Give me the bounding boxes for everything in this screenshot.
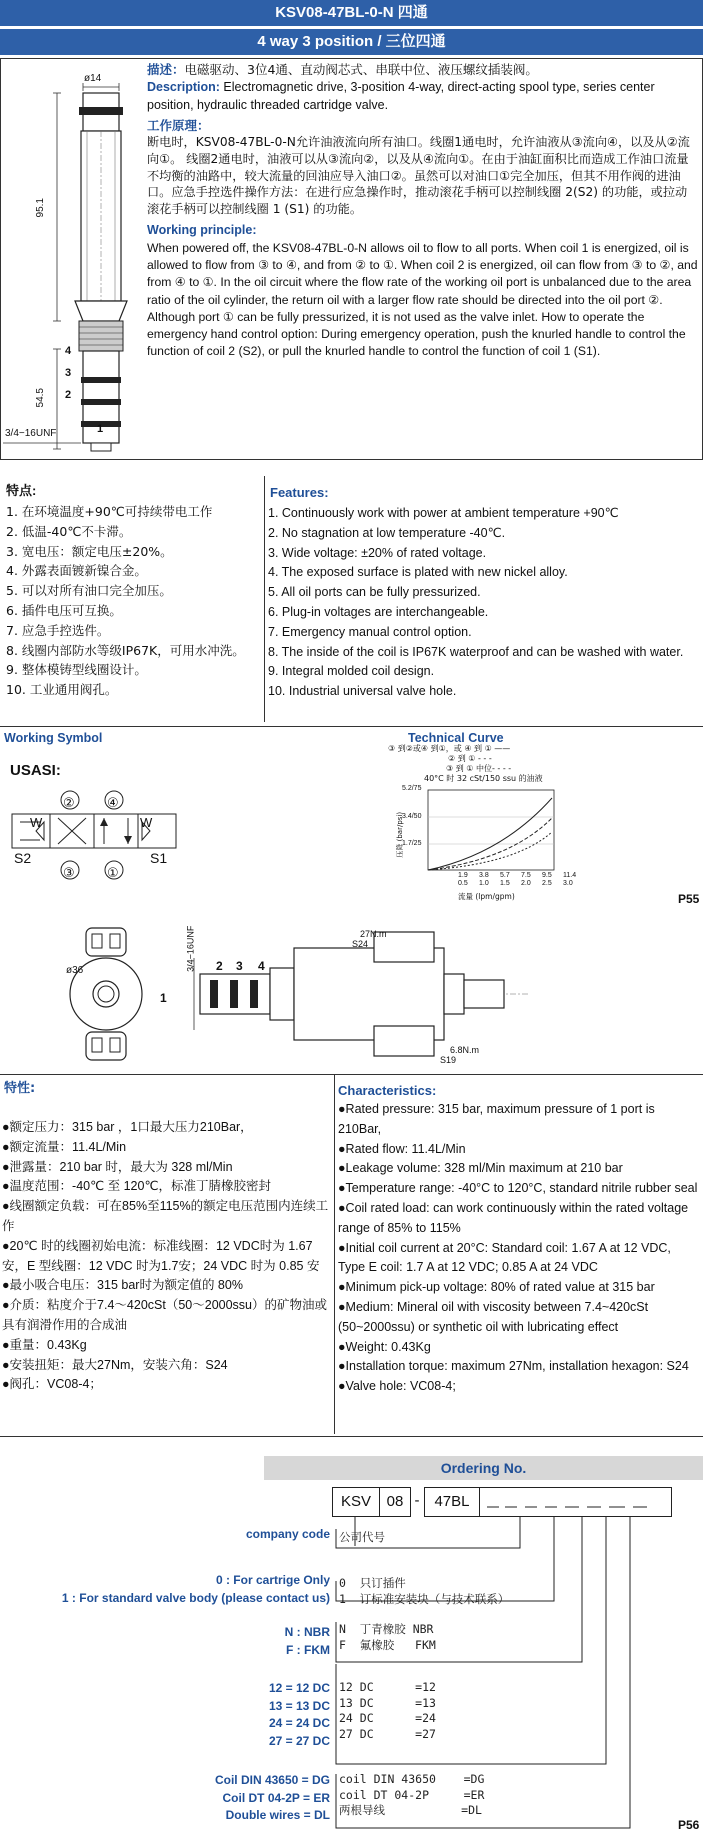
spec-en-item: ●Rated flow: 11.4L/Min [338,1141,466,1156]
spec-en-list [338,1100,700,1397]
features-cn-title: 特点: [6,483,37,498]
outline-port-1: 1 [160,991,167,1005]
spec-en-item: ●Temperature range: -40°C to 120°C, standard nitrile rubber seal [338,1181,698,1196]
outline-diameter: ø36 [66,965,84,976]
page-number-p56: P56 [678,1818,700,1832]
curve-xtick: 5.7 [500,872,510,879]
ordering-cn: 13 DC =13 [339,1695,436,1710]
page-number-p55: P55 [678,892,700,906]
spec-cn-item: ●重量：0.43Kg [2,1337,87,1352]
principle-en: When powered off, the KSV08-47BL-0-N allows oil to flow to all ports. When coil 1 is energized, oil is allowed to flow from ③ to ④, and from ② to ①. When coil 2 is energized, oil can flow from ③ to ②, and from ④ to ①. In the oil circuit where the flow rate of the working oil port is unbalanced due to the area ratio of the oil cylinder, the return oil with a larger flow rate should be directed into the oil port ②. Although port ① can be fully pressurized, it is not used as the valve inlet. How to operate the emergency hand control option: During emergency operation, push the knurled handle to control the function of coil 2 (S2), or pull the knurled handle to control the function of coil 1 (S1). [147,241,698,359]
feature-cn-item: 2. 低温-40℃不卡滞。 [6,523,132,539]
curve-legend-2: ② 到 ① - - - [448,754,492,763]
feature-en-item: 3. Wide voltage: ±20% of rated voltage. [268,545,487,560]
spec-cn-item: ●20℃ 时的线圈初始电流：标准线圈：12 VDC时为 1.67 安，E 型线圈：12 VDC 时为1.7安；24 VDC 时为 0.85 安 [2,1238,320,1273]
spec-en-item: ●Leakage volume: 328 ml/Min maximum at 210 bar [338,1161,623,1176]
page-subtitle: 4 way 3 position / 三位四通 [0,29,703,55]
dim-length-2: 54.5 [34,388,46,408]
spec-en-item: ●Installation torque: maximum 27Nm, installation hexagon: S24 [338,1359,689,1374]
symbol-port-3: ③ [63,865,75,880]
curve-condition: 40°C 时 32 cSt/150 ssu 的油液 [424,774,543,783]
port-label-4: 4 [65,345,72,357]
feature-en-item: 9. Integral molded coil design. [268,664,435,679]
cn-company-code: 公司代号 [339,1530,385,1544]
ordering-cn: 两根导线 =DL [339,1803,482,1817]
working-symbol-diagram [10,788,180,898]
page-title: KSV08-47BL-0-N 四通 [0,0,703,26]
spec-cn-item: ●线圈额定负载：可在85%至115%的额定电压范围内连续工作 [2,1199,329,1233]
spec-cn-list [2,1118,330,1395]
ordering-cn: coil DT 04-2P =ER [339,1787,485,1802]
feature-en-item: 7. Emergency manual control option. [268,624,472,639]
intro-section [0,58,703,460]
curve-xtick: 3.8 [479,872,489,879]
curve-xtick: 11.4 [563,872,577,879]
usasi-label: USASI: [10,762,61,779]
curve-xtick: 1.0 [479,880,489,887]
curve-ylabel: 压降 (bar/psi) [396,811,405,858]
curve-xtick: 3.0 [563,880,573,887]
label-fkm: F : FKM [286,1643,330,1657]
ordering-label: Coil DIN 43650 = DG [214,1773,330,1787]
outline-torque: 27N.m [360,929,387,939]
curve-title: Technical Curve [408,731,504,745]
code-box-prefix: KSV [332,1487,380,1517]
ordering-label: 12 = 12 DC [268,1681,330,1695]
curve-xtick: 0.5 [458,880,468,887]
principle-cn-label: 工作原理： [147,118,210,133]
feature-en-item: 8. The inside of the coil is IP67K waterproof and can be washed with water. [268,644,684,659]
code-sep-1: - [414,1492,420,1509]
feature-cn-item: 9. 整体模铸型线圈设计。 [6,662,147,678]
curve-legend-1: ③ 到②或④ 到①，或 ④ 到 ① —— [388,744,511,753]
spec-cn-item: ●安装扭矩：最大27Nm，安装六角：S24 [2,1357,228,1372]
outline-section [0,920,703,1072]
feature-cn-item: 3. 宽电压：额定电压±20%。 [6,543,173,559]
symbol-s1: S1 [150,850,168,866]
symbol-curve-section [0,726,703,918]
spec-en-title: Characteristics: [338,1083,437,1098]
outline-port-4: 4 [258,959,265,973]
cn-nbr: N 丁青橡胶 NBR [339,1622,434,1636]
curve-xtick: 7.5 [521,872,531,879]
outline-port-3: 3 [236,959,243,973]
feature-cn-item: 7. 应急手控选件。 [6,622,110,638]
feature-en-item: 5. All oil ports can be fully pressurized. [268,585,481,600]
principle-cn: 断电时，KSV08-47BL-0-N允许油液流向所有油口。线圈1通电时，允许油液从③流向④，以及从②流向①。 线圈2通电时，油液可以从③流向②，以及从④流向①。在由于油缸面积比而造成工作油口流量不均衡的油路中，较大流量的回油应导入油口②。虽然可以对油口①完全加压，但其不用作阀的进油口。应急手控选件操作方法：在进行应急操作时，推动滚花手柄可以控制线圈 2(S2) 的功能，或拉动滚花手柄可以控制线圈 1 (S1) 的功能。 [147,135,690,217]
cn-fkm: F 氟橡胶 FKM [339,1638,436,1652]
code-box-size: 08 [379,1487,411,1517]
ordering-cn: coil DIN 43650 =DG [339,1772,485,1786]
features-section [0,476,703,722]
principle-en-label: Working principle: [147,223,257,237]
feature-en-item: 4. The exposed surface is plated with new nickel alloy. [268,565,568,580]
curve-xtick: 2.0 [521,880,531,887]
spec-en-item: ●Medium: Mineral oil with viscosity between 7.4~420cSt (50~2000ssu) or synthetic oil with lubricating effect [338,1299,649,1334]
desc-cn: 描述：电磁驱动、3位4通、直动阀芯式、串联中位、液压螺纹插装阀。 [147,62,538,77]
curve-xlabel: 流量 (lpm/gpm) [458,892,515,901]
ordering-label: 24 = 24 DC [268,1716,330,1730]
symbol-port-1: ① [107,865,119,880]
symbol-w-left: W [30,815,43,830]
feature-cn-item: 8. 线圈内部防水等级IP67K，可用水冲洗。 [6,642,245,658]
spec-en-item: ●Valve hole: VC08-4; [338,1379,456,1394]
ytick-2: 3.4/50 [402,813,422,820]
outline-hex-2: S19 [440,1055,457,1065]
label-standard-body: 1 : For standard valve body (please contact us) [61,1591,330,1605]
spec-cn-title: 特性: [4,1081,36,1096]
dim-length: 95.1 [34,198,46,218]
feature-cn-item: 6. 插件电压可互换。 [6,602,122,618]
curve-xtick: 9.5 [542,872,552,879]
spec-en-item: ●Weight: 0.43Kg [338,1339,431,1354]
features-en-title: Features: [270,485,329,500]
desc-en: Description: Electromagnetic drive, 3-position 4-way, direct-acting spool type, series center position, hydraulic threaded cartridge valve. [147,80,655,112]
ordering-label: Double wires = DL [225,1808,330,1822]
symbol-w-right: W [140,815,153,830]
symbol-port-4: ④ [107,795,119,810]
label-nbr: N : NBR [284,1625,330,1639]
spec-cn-item: ●温度范围：-40℃ 至 120℃，标准丁腈橡胶密封 [2,1179,271,1194]
features-cn-list [6,502,264,700]
feature-en-item: 6. Plug-in voltages are interchangeable. [268,604,489,619]
curve-legend-3: ③ 到 ① 中位- - - - [446,764,512,773]
cn-standard-body: 1 订标准安装块（与技术联系） [339,1592,510,1606]
symbol-title: Working Symbol [4,731,103,745]
ordering-section [0,1436,703,1838]
code-box-model: 47BL [424,1487,480,1517]
ordering-cn: 24 DC =24 [339,1711,436,1725]
ytick-1: 5.2/75 [402,785,422,792]
outline-thread: 3/4−16UNF [185,925,196,972]
thread-label: 3/4−16UNF [5,428,57,439]
features-divider [264,476,265,722]
ordering-cn: 12 DC =12 [339,1680,436,1694]
outline-torque-2: 6.8N.m [450,1045,480,1055]
feature-en-item: 10. Industrial universal valve hole. [268,684,457,699]
feature-cn-item: 1. 在环境温度+90℃可持续带电工作 [6,504,213,519]
spec-cn-item: ●泄露量：210 bar 时，最大为 328 ml/Min [2,1159,233,1174]
spec-cn-item: ●额定流量：11.4L/Min [2,1139,127,1154]
ordering-label: 27 = 27 DC [268,1733,330,1748]
spec-en-item: ●Initial coil current at 20°C: Standard coil: 1.67 A at 12 VDC, Type E coil: 1.7 A at 12 VDC; 0.85 A at 24 VDC [338,1240,671,1275]
spec-en-item: ●Coil rated load: can work continuously within the rated voltage range of 85% to 115% [338,1200,689,1235]
port-label-3: 3 [65,367,72,379]
ordering-label: Coil DT 04-2P = ER [222,1790,330,1805]
characteristics-section [0,1074,703,1434]
port-label-2: 2 [65,389,72,401]
curve-xtick: 1.9 [458,872,468,879]
feature-en-item: 1. Continuously work with power at ambient temperature +90℃ [268,506,619,520]
cn-cartridge-only: 0 只订插件 [339,1576,406,1590]
feature-cn-item: 4. 外露表面镀新镍合金。 [6,563,147,579]
spec-cn-item: ●最小吸合电压：315 bar时为额定值的 80% [2,1278,243,1293]
symbol-s2: S2 [14,850,32,866]
features-en-list [268,504,698,702]
spec-en-item: ●Minimum pick-up voltage: 80% of rated value at 315 bar [338,1280,655,1295]
label-cartridge-only: 0 : For cartrige Only [215,1573,330,1587]
outline-port-2: 2 [216,959,223,973]
spec-en-item: ●Rated pressure: 315 bar, maximum pressure of 1 port is 210Bar, [338,1102,655,1136]
coil-side-view [190,924,570,1064]
spec-cn-item: ●介质：粘度介于7.4～420cSt（50～2000ssu）的矿物油或具有润滑作用的合成油 [2,1298,328,1332]
spec-cn-item: ●阀孔：VC08-4； [2,1377,102,1392]
feature-cn-item: 10. 工业通用阀孔。 [6,682,118,698]
label-company-code: company code [245,1527,330,1541]
ordering-label: 13 = 13 DC [268,1698,330,1713]
symbol-port-2: ② [63,795,75,810]
curve-xtick: 1.5 [500,880,510,887]
outline-hex: S24 [352,939,369,949]
ordering-cn: 27 DC =27 [339,1726,436,1741]
ordering-title: Ordering No. [264,1456,703,1480]
spec-cn-item: ●额定压力：315 bar ，1口最大压力210Bar， [2,1120,253,1134]
coil-front-view [56,924,156,1064]
feature-cn-item: 5. 可以对所有油口完全加压。 [6,583,172,599]
ytick-3: 1.7/25 [402,840,422,847]
feature-en-item: 2. No stagnation at low temperature -40℃. [268,525,506,540]
dim-diameter: ø14 [84,73,102,84]
port-label-1: 1 [97,423,104,435]
curve-xtick: 2.5 [542,880,552,887]
